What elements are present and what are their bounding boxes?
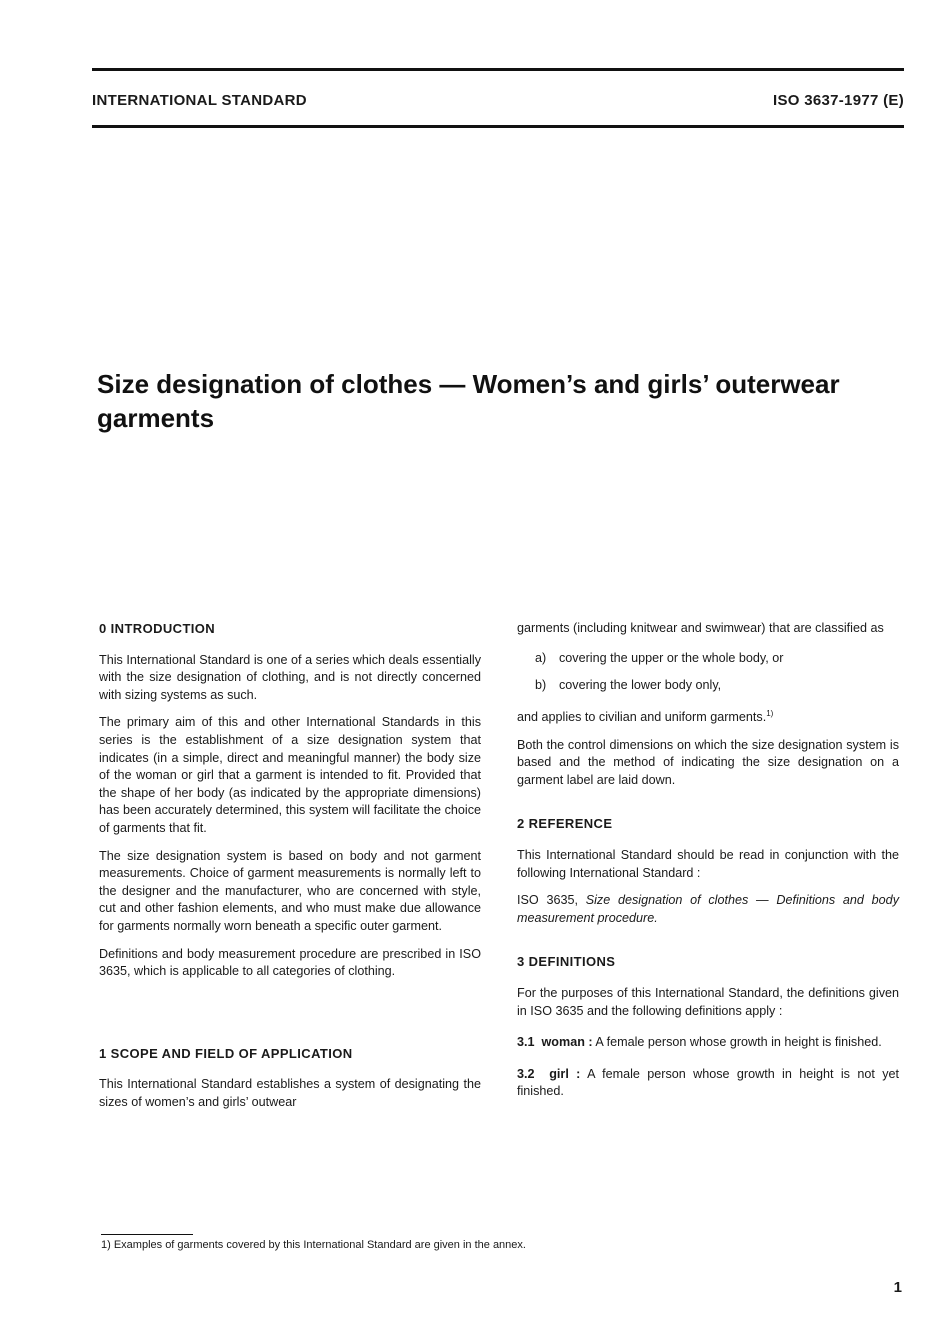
definition-girl-term: girl : <box>549 1066 581 1081</box>
reference-entry <box>517 892 899 927</box>
page-number: 1 <box>893 1279 902 1296</box>
section-heading-introduction: 0 INTRODUCTION <box>99 621 216 636</box>
definition-woman-number: 3.1 <box>517 1035 535 1050</box>
document-title: Size designation of clothes — Women’s and girls’ outerwear garments <box>97 369 840 433</box>
section-heading-definitions: 3 DEFINITIONS <box>517 954 616 970</box>
footnote-reference: 1) <box>766 708 774 718</box>
right-column <box>517 620 899 1111</box>
definitions-paragraph-1: For the purposes of this International Standard, the definitions given in ISO 3635 and the following definitions apply : <box>517 985 899 1018</box>
list-item-a-label: a) <box>535 650 547 665</box>
reference-code: ISO 3635, <box>517 893 578 908</box>
intro-paragraph-1: This International Standard is one of a series which deals essentially with the size designation of clothing, and is not directly concerned with sizing systems as such. <box>99 652 481 702</box>
definition-girl-number: 3.2 <box>517 1066 535 1081</box>
scope-paragraph-1: This International Standard establishes a system of designating the sizes of women’s and girls’ outwear <box>99 1077 481 1109</box>
list-item-a-text: covering the upper or the whole body, or <box>559 650 784 665</box>
definition-girl-text: A female person whose growth in height is not yet finished. <box>517 1066 899 1099</box>
list-item-b <box>517 677 899 695</box>
scope-paragraph-2 <box>517 705 899 727</box>
header-rule-bottom <box>92 125 904 128</box>
section-heading-reference: 2 REFERENCE <box>517 816 613 832</box>
definition-woman <box>517 1034 899 1052</box>
section-heading-scope: 1 SCOPE AND FIELD OF APPLICATION <box>99 1045 353 1061</box>
intro-paragraph-4: Definitions and body measurement procedure are prescribed in ISO 3635, which is applicable to all categories of clothing. <box>99 946 481 979</box>
list-item-b-text: covering the lower body only, <box>559 678 722 693</box>
intro-paragraph-3: The size designation system is based on body and not garment measurements. Choice of garment measurements is normally left to the designer and the manufacturer, who are concerned with style, cut and other fashion elements, and who must make due allowance for garments normally worn beneath a specific outer garment. <box>99 848 481 933</box>
header-rule-top <box>92 68 904 71</box>
scope-paragraph-3: Both the control dimensions on which the size designation system is based and the method of indicating the size designation on a garment label are laid down. <box>517 737 899 787</box>
header-standard-label: INTERNATIONAL STANDARD <box>92 92 307 109</box>
scope-paragraph-1-continued: garments (including knitwear and swimwear) that are classified as <box>517 621 884 635</box>
reference-title: Size designation of clothes — Definitions and body measurement procedure. <box>517 893 899 925</box>
left-column <box>99 620 481 1121</box>
footnote-text: 1) Examples of garments covered by this International Standard are given in the annex. <box>101 1239 526 1251</box>
intro-paragraph-2: The primary aim of this and other International Standards in this series is the establishment of a size designation system that indicates (in a simple, direct and meaningful manner) the body size of the woman or girl that a garment is intended to fit. Provided that the shape of her body (as indicated by the appropriate dimensions) has been accurately determined, this system will facilitate the choice of garments that fit. <box>99 715 481 835</box>
definition-woman-term: woman : <box>541 1035 593 1050</box>
list-item-b-label: b) <box>535 678 547 693</box>
reference-paragraph-1: This International Standard should be read in conjunction with the following International Standard : <box>517 847 899 880</box>
scope-paragraph-2-text: and applies to civilian and uniform garments. <box>517 709 767 724</box>
definition-woman-text: A female person whose growth in height is finished. <box>595 1035 882 1050</box>
footnote-rule <box>101 1234 193 1235</box>
definition-girl <box>517 1066 899 1101</box>
header-standard-number: ISO 3637-1977 (E) <box>772 92 904 109</box>
list-item-a <box>517 650 899 668</box>
